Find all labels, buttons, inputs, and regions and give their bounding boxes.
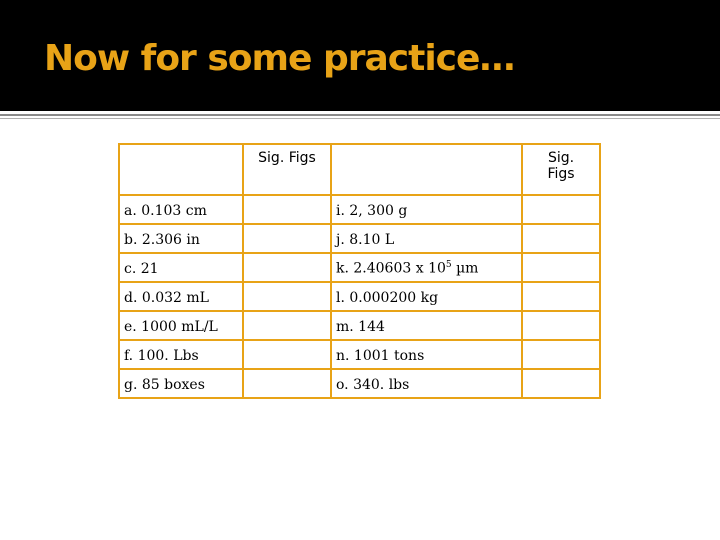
problem-cell: m. 144	[331, 311, 522, 340]
answer-cell	[522, 282, 600, 311]
problem-cell: e. 1000 mL/L	[119, 311, 243, 340]
unit-text: µm	[451, 261, 479, 277]
problem-cell: f. 100. Lbs	[119, 340, 243, 369]
practice-table	[118, 143, 601, 399]
problem-cell: g. 85 boxes	[119, 369, 243, 398]
answer-cell	[243, 340, 331, 369]
answer-cell	[522, 311, 600, 340]
divider-line	[0, 114, 720, 116]
table-row	[119, 369, 600, 398]
header-sig-figs: Sig. Figs	[243, 144, 331, 195]
problem-cell: l. 0.000200 kg	[331, 282, 522, 311]
title-bar	[0, 0, 720, 111]
table-header-row	[119, 144, 600, 195]
answer-cell	[522, 224, 600, 253]
answer-cell	[243, 224, 331, 253]
problem-cell: o. 340. lbs	[331, 369, 522, 398]
slide-title: Now for some practice…	[44, 38, 515, 79]
problem-cell: c. 21	[119, 253, 243, 282]
table-row	[119, 311, 600, 340]
answer-cell	[522, 253, 600, 282]
table-row	[119, 340, 600, 369]
table-row	[119, 224, 600, 253]
header-sig-figs-2-line1: Sig.	[547, 150, 575, 166]
answer-cell	[522, 369, 600, 398]
answer-cell	[243, 311, 331, 340]
table-row	[119, 253, 600, 282]
answer-cell	[522, 340, 600, 369]
header-cell-blank	[119, 144, 243, 195]
answer-cell	[522, 195, 600, 224]
answer-cell	[243, 195, 331, 224]
problem-cell: d. 0.032 mL	[119, 282, 243, 311]
problem-text: k. 2.40603 x 10	[336, 261, 446, 277]
problem-cell: n. 1001 tons	[331, 340, 522, 369]
table-row	[119, 282, 600, 311]
answer-cell	[243, 369, 331, 398]
problem-cell: b. 2.306 in	[119, 224, 243, 253]
header-sig-figs-2	[522, 144, 600, 195]
exponent: 5	[445, 260, 452, 271]
header-sig-figs-2-line2: Figs	[547, 166, 575, 182]
problem-cell: i. 2, 300 g	[331, 195, 522, 224]
answer-cell	[243, 253, 331, 282]
divider-line-thin	[0, 118, 720, 119]
header-cell-blank	[331, 144, 522, 195]
answer-cell	[243, 282, 331, 311]
problem-cell: j. 8.10 L	[331, 224, 522, 253]
problem-cell: a. 0.103 cm	[119, 195, 243, 224]
table-row	[119, 195, 600, 224]
problem-cell	[331, 253, 522, 282]
